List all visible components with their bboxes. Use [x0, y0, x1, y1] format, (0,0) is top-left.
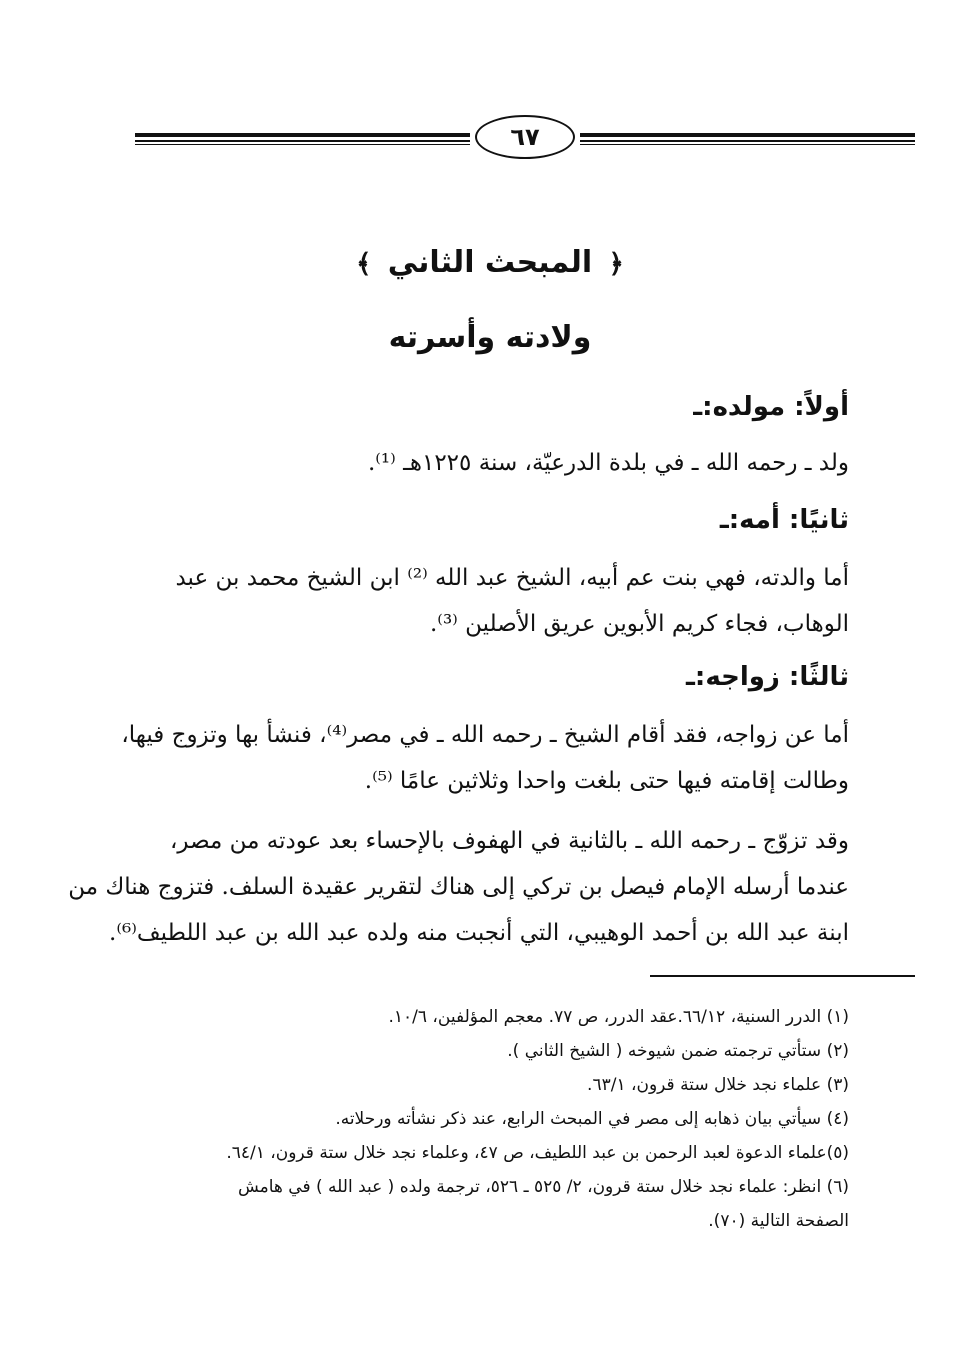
footnote-3: (٣) علماء نجد خلال ستة قرون، ٦٣/١. [587, 1075, 849, 1095]
footnote-2: (٢) ستأتي ترجمته ضمن شيوخه ( الشيخ الثاني ). [507, 1041, 849, 1061]
footnote-separator [650, 975, 915, 977]
chapter-title [140, 245, 840, 280]
paragraph-second-marriage [68, 818, 849, 956]
page-number: ٦٧ [475, 115, 575, 159]
section-heading-birth: أولاً: مولده:ـ [693, 392, 849, 422]
paragraph-line: عندما أرسله الإمام فيصل بن تركي إلى هناك لتقرير عقيدة السلف. فتزوج هناك من [68, 874, 849, 900]
paragraph-line: وقد تزوّج ـ رحمه الله ـ بالثانية في الهفوف بالإحساء بعد عودته من مصر، [169, 828, 849, 854]
chapter-subtitle: ولادته وأسرته [388, 320, 592, 355]
footnote-4: (٤) سيأتي بيان ذهابه إلى مصر في المبحث الرابع، عند ذكر نشأته ورحلاته. [335, 1109, 849, 1129]
paragraph-line: الوهاب، فجاء كريم الأبوين عريق الأصلين ⁽³⁾. [429, 611, 849, 637]
section-heading-mother: ثانيًا: أمه:ـ [719, 505, 849, 535]
paragraph-birth [129, 440, 849, 486]
header-rule-right [580, 133, 915, 147]
title-close-bracket: ﴾ [356, 249, 372, 279]
footnotes [129, 1000, 849, 1238]
paragraph-line: ولد ـ رحمه الله ـ في بلدة الدرعيّة، سنة ١٢٢٥هـ ⁽¹⁾. [367, 450, 849, 476]
title-open-bracket: ﴿ [608, 249, 624, 279]
paragraph-line: أما والدته، فهي بنت عم أبيه، الشيخ عبد الله ⁽²⁾ ابن الشيخ محمد بن عبد [175, 565, 849, 591]
chapter-title-text: المبحث الثاني [387, 245, 593, 280]
footnote-5: (٥)علماء الدعوة لعبد الرحمن بن عبد اللطيف، ص ٤٧، وعلماء نجد خلال ستة قرون، ٦٤/١. [226, 1143, 849, 1163]
footnote-1: (١) الدرر السنية، ٦٦/١٢.عقد الدرر، ص ٧٧. معجم المؤلفين، ١٠/٦. [388, 1007, 849, 1027]
paragraph-line: أما عن زواجه، فقد أقام الشيخ ـ رحمه الله ـ في مصر⁽⁴⁾، فنشأ بها وتزوج فيها، [121, 722, 849, 748]
paragraph-marriage [121, 712, 849, 804]
header-rule-left [135, 133, 470, 147]
footnote-6: (٦) انظر: علماء نجد خلال ستة قرون، ٢/ ٥٢٥ ـ ٥٢٦، ترجمة ولده ( عبد الله ) في هامش [237, 1177, 849, 1197]
footnote-6-continued: الصفحة التالية (٧٠). [708, 1211, 849, 1231]
paragraph-line: ابنة عبد الله بن أحمد الوهيبي، التي أنجبت منه ولده عبد الله بن عبد اللطيف⁽⁶⁾. [109, 920, 849, 946]
paragraph-line: وطالت إقامته فيها حتى بلغت واحدا وثلاثين عامًا ⁽⁵⁾. [364, 768, 849, 794]
page-header [135, 105, 915, 165]
section-heading-marriage: ثالثًا: زواجه:ـ [686, 662, 849, 692]
paragraph-mother [129, 555, 849, 647]
